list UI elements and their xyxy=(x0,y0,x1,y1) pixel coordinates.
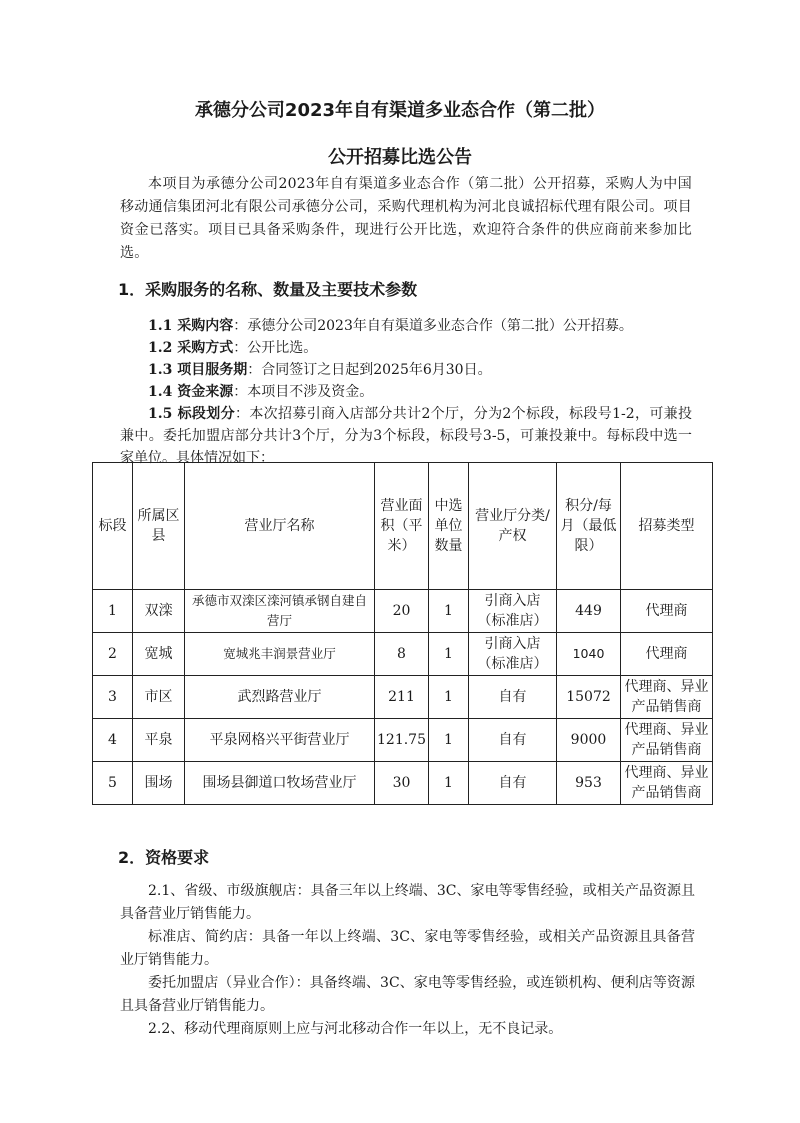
cell-points: 9000 xyxy=(557,719,621,762)
document-subtitle: 公开招募比选公告 xyxy=(328,147,472,168)
cell-qty: 1 xyxy=(429,719,469,762)
cell-points: 449 xyxy=(557,590,621,633)
cell-no: 2 xyxy=(93,633,133,676)
cell-area: 8 xyxy=(375,633,429,676)
table-row xyxy=(93,590,713,633)
item-label: 1.4 资金来源 xyxy=(148,384,234,400)
header-cell: 积分/每月（最低限） xyxy=(557,463,621,590)
cell-category: 自有 xyxy=(469,719,557,762)
cell-area: 121.75 xyxy=(375,719,429,762)
cell-name: 武烈路营业厅 xyxy=(185,676,375,719)
item-text: ：合同签订之日起到2025年6月30日。 xyxy=(247,362,492,378)
section1-heading: 1．采购服务的名称、数量及主要技术参数 xyxy=(118,280,418,299)
cell-name: 围场县御道口牧场营业厅 xyxy=(185,762,375,805)
cell-area: 211 xyxy=(375,676,429,719)
cell-county: 围场 xyxy=(133,762,185,805)
header-cell: 营业厅分类/产权 xyxy=(469,463,557,590)
item-1-4 xyxy=(120,381,692,403)
cell-no: 3 xyxy=(93,676,133,719)
item-text: ：承德分公司2023年自有渠道多业态合作（第二批）公开招募。 xyxy=(233,318,633,334)
cell-points: 1040 xyxy=(557,633,621,676)
section2-paragraphs xyxy=(120,880,695,1041)
header-cell: 营业厅名称 xyxy=(185,463,375,590)
cell-points: 15072 xyxy=(557,676,621,719)
cell-area: 20 xyxy=(375,590,429,633)
cell-county: 双滦 xyxy=(133,590,185,633)
header-cell: 标段 xyxy=(93,463,133,590)
item-text: ：本次招募引商入店部分共计2个厅，分为2个标段，标段号1-2，可兼投兼中。委托加盟店部分共计3个厅，分为3个标段，标段号3-5，可兼投兼中。每标段中选一家单位。具体情况如下： xyxy=(120,406,693,466)
cell-category: 引商入店（标准店） xyxy=(469,633,557,676)
item-1-1 xyxy=(120,315,692,337)
table-row xyxy=(93,719,713,762)
cell-qty: 1 xyxy=(429,762,469,805)
cell-category: 自有 xyxy=(469,676,557,719)
item-1-3 xyxy=(120,359,692,381)
cell-type: 代理商 xyxy=(621,590,713,633)
header-cell: 所属区县 xyxy=(133,463,185,590)
cell-no: 4 xyxy=(93,719,133,762)
cell-name: 承德市双滦区滦河镇承钢自建自营厅 xyxy=(185,590,375,633)
qualification-paragraph: 标准店、简约店：具备一年以上终端、3C、家电等零售经验，或相关产品资源且具备营业厅销售能力。 xyxy=(120,929,695,968)
section1-items xyxy=(120,315,692,469)
cell-qty: 1 xyxy=(429,590,469,633)
table-header-row xyxy=(93,463,713,590)
item-label: 1.2 采购方式 xyxy=(148,340,234,356)
header-cell: 招募类型 xyxy=(621,463,713,590)
header-cell: 营业面积（平米） xyxy=(375,463,429,590)
cell-no: 1 xyxy=(93,590,133,633)
qualification-paragraph: 2.2、移动代理商原则上应与河北移动合作一年以上，无不良记录。 xyxy=(148,1021,563,1037)
item-text: ：本项目不涉及资金。 xyxy=(233,384,374,400)
header-cell: 中选单位数量 xyxy=(429,463,469,590)
cell-name: 宽城兆丰润景营业厅 xyxy=(185,633,375,676)
cell-category: 引商入店（标准店） xyxy=(469,590,557,633)
cell-county: 宽城 xyxy=(133,633,185,676)
cell-type: 代理商、异业产品销售商 xyxy=(621,762,713,805)
item-text: ：公开比选。 xyxy=(233,340,318,356)
cell-type: 代理商 xyxy=(621,633,713,676)
item-label: 1.5 标段划分 xyxy=(148,406,235,422)
cell-qty: 1 xyxy=(429,633,469,676)
item-1-5 xyxy=(120,403,692,469)
cell-points: 953 xyxy=(557,762,621,805)
cell-area: 30 xyxy=(375,762,429,805)
item-label: 1.3 项目服务期 xyxy=(148,362,248,378)
cell-no: 5 xyxy=(93,762,133,805)
item-1-2 xyxy=(120,337,692,359)
cell-type: 代理商、异业产品销售商 xyxy=(621,676,713,719)
document-title: 承德分公司2023年自有渠道多业态合作（第二批） xyxy=(194,100,606,121)
cell-county: 市区 xyxy=(133,676,185,719)
cell-qty: 1 xyxy=(429,676,469,719)
intro-paragraph: 本项目为承德分公司2023年自有渠道多业态合作（第二批）公开招募，采购人为中国移动通信集团河北有限公司承德分公司，采购代理机构为河北良诚招标代理有限公司。项目资金已落实。项目已具备采购条件，现进行公开比选，欢迎符合条件的供应商前来参加比选。 xyxy=(120,176,692,261)
item-label: 1.1 采购内容 xyxy=(148,318,234,334)
table-row xyxy=(93,676,713,719)
section2-heading: 2．资格要求 xyxy=(118,848,210,867)
table-row xyxy=(93,633,713,676)
cell-type: 代理商、异业产品销售商 xyxy=(621,719,713,762)
cell-county: 平泉 xyxy=(133,719,185,762)
cell-name: 平泉网格兴平街营业厅 xyxy=(185,719,375,762)
qualification-paragraph: 委托加盟店（异业合作）：具备终端、3C、家电等零售经验，或连锁机构、便利店等资源且具备营业厅销售能力。 xyxy=(120,975,695,1014)
sections-table xyxy=(92,462,713,805)
qualification-paragraph: 2.1、省级、市级旗舰店：具备三年以上终端、3C、家电等零售经验，或相关产品资源且具备营业厅销售能力。 xyxy=(120,883,695,922)
table-row xyxy=(93,762,713,805)
cell-category: 自有 xyxy=(469,762,557,805)
